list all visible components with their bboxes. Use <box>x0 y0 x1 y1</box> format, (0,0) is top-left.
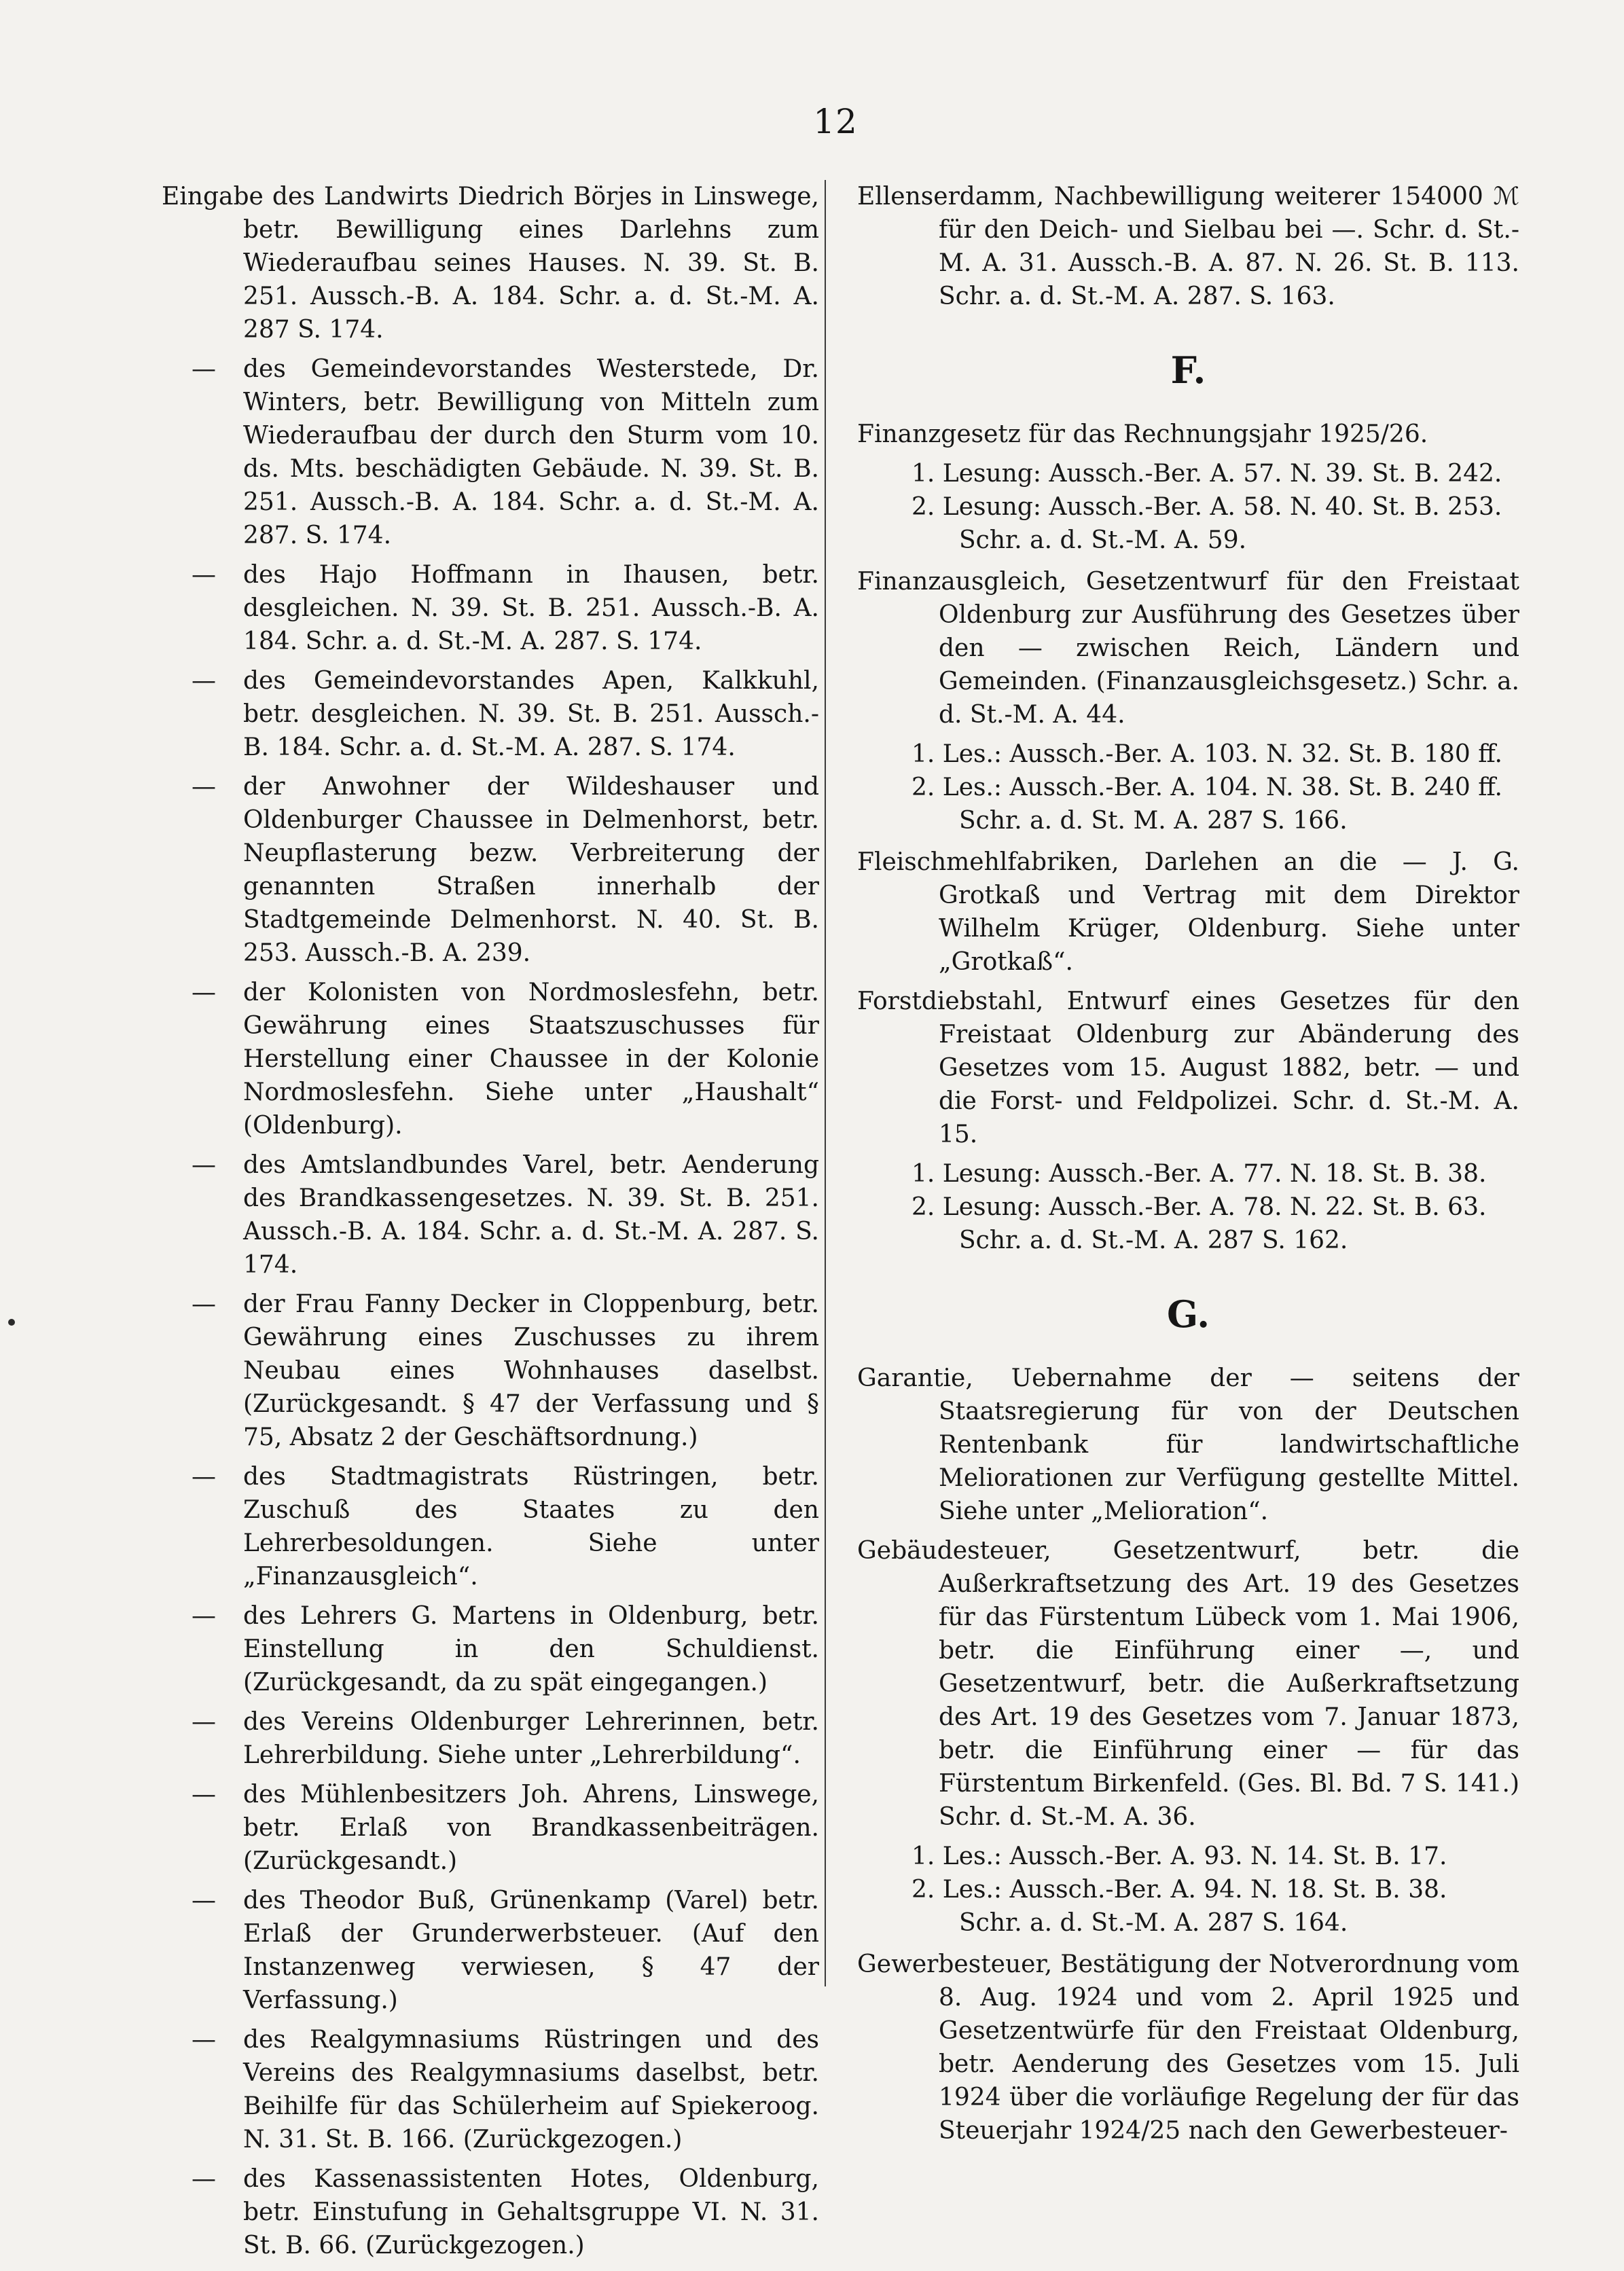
reading-line: 2. Les.: Aussch.-Ber. A. 94. N. 18. St. B. 38. <box>912 1876 1447 1904</box>
left-column <box>162 180 819 2268</box>
dash-mark: — <box>192 355 216 383</box>
entry-text: Gewerbesteuer, Bestätigung der Notverordnung vom 8. Aug. 1924 und vom 2. April 1925 und Gesetzentwürfe für den Freistaat Oldenburg, betr. Aenderung des Gesetzes vom 15. Juli 1924 über die vorläufige Regelung der für das Steuerjahr 1924/25 nach den Gewerbesteuer- <box>857 1950 1519 2145</box>
entry-text: des Vereins Oldenburger Lehrerinnen, betr. Lehrerbildung. Siehe unter „Lehrerbildung“. <box>243 1708 819 1769</box>
index-entry-forstdiebstahl <box>857 985 1519 1151</box>
sub-entry <box>162 1778 819 1878</box>
entry-text: des Kassenassistenten Hotes, Oldenburg, betr. Einstufung in Gehaltsgruppe VI. N. 31. St. B. 66. (Zurückgezogen.) <box>243 2165 819 2259</box>
entry-text: des Realgymnasiums Rüstringen und des Vereins des Realgymnasiums daselbst, betr. Beihilfe für das Schülerheim auf Spiekeroog. N. 31. St. B. 166. (Zurückgezogen.) <box>243 2026 819 2154</box>
dash-mark: — <box>192 1887 216 1914</box>
dash-mark: — <box>192 2026 216 2054</box>
index-entry-finanzausgleich <box>857 565 1519 731</box>
entry-text: der Anwohner der Wildeshauser und Oldenburger Chaussee in Delmenhorst, betr. Neupflasterung bezw. Verbreiterung der genannten Straßen innerhalb der Stadtgemeinde Delmenhorst. N. 40. St. B. 253. Aussch.-B. A. 239. <box>243 773 819 967</box>
dash-mark: — <box>192 1602 216 1630</box>
entry-text: der Kolonisten von Nordmoslesfehn, betr. Gewährung eines Staatszuschusses für Herstellung einer Chaussee in der Kolonie Nordmoslesfehn. Siehe unter „Haushalt“ (Oldenburg). <box>243 979 819 1140</box>
entry-text: Eingabe des Landwirts Diedrich Börjes in Linswege, betr. Bewilligung eines Darlehns zum Wiederaufbau seines Hauses. N. 39. St. B. 251. Aussch.-B. A. 184. Schr. a. d. St.-M. A. 287 S. 174. <box>162 183 819 344</box>
reading-line: 1. Lesung: Aussch.-Ber. A. 57. N. 39. St. B. 242. <box>912 460 1502 488</box>
entry-text: des Amtslandbundes Varel, betr. Aenderung des Brandkassengesetzes. N. 39. St. B. 251. Aussch.-B. A. 184. Schr. a. d. St.-M. A. 287. S. 174. <box>243 1151 819 1279</box>
reading-line: 1. Les.: Aussch.-Ber. A. 103. N. 32. St. B. 180 ff. <box>912 740 1502 768</box>
entry-text: des Theodor Buß, Grünenkamp (Varel) betr. Erlaß der Grunderwerbsteuer. (Auf den Instanzenweg verwiesen, § 47 der Verfassung.) <box>243 1887 819 2014</box>
section-heading-f: F. <box>1170 348 1206 392</box>
reading-note: Schr. a. d. St. M. A. 287 S. 166. <box>959 807 1348 835</box>
dash-mark: — <box>192 1290 216 1318</box>
readings-list <box>857 1157 1519 1257</box>
index-entry-eingabe <box>162 180 819 346</box>
sub-entry <box>162 664 819 764</box>
reading-note: Schr. a. d. St.-M. A. 287 S. 164. <box>959 1909 1348 1937</box>
dash-mark: — <box>192 1463 216 1491</box>
dash-mark: — <box>192 1151 216 1179</box>
entry-title: Finanzgesetz für das Rechnungsjahr 1925/26. <box>857 420 1428 448</box>
entry-text: des Lehrers G. Martens in Oldenburg, betr. Einstellung in den Schuldienst. (Zurückgesandt, da zu spät eingegangen.) <box>243 1602 819 1696</box>
margin-speck <box>8 1319 15 1326</box>
column-divider <box>825 180 826 1986</box>
entry-text: des Stadtmagistrats Rüstringen, betr. Zuschuß des Staates zu den Lehrerbesoldungen. Siehe unter „Finanzausgleich“. <box>243 1463 819 1591</box>
entry-text: des Hajo Hoffmann in Ihausen, betr. desgleichen. N. 39. St. B. 251. Aussch.-B. A. 184. Schr. a. d. St.-M. A. 287. S. 174. <box>243 561 819 655</box>
page-number: 12 <box>813 102 858 141</box>
reading-line: 1. Lesung: Aussch.-Ber. A. 77. N. 18. St. B. 38. <box>912 1160 1487 1188</box>
readings-list <box>857 738 1519 837</box>
sub-entry <box>162 770 819 970</box>
readings-list <box>857 1840 1519 1940</box>
dash-mark: — <box>192 1708 216 1736</box>
reading-line: 2. Lesung: Aussch.-Ber. A. 58. N. 40. St. B. 253. <box>912 493 1502 521</box>
reading-line: 2. Lesung: Aussch.-Ber. A. 78. N. 22. St. B. 63. <box>912 1193 1487 1221</box>
entry-title: Finanzausgleich, Gesetzentwurf für den Freistaat Oldenburg zur Ausführung des Gesetzes über den — zwischen Reich, Ländern und Gemeinden. (Finanzausgleichsgesetz.) Schr. a. d. St.-M. A. 44. <box>857 568 1519 729</box>
entry-text: der Frau Fanny Decker in Cloppenburg, betr. Gewährung eines Zuschusses zu ihrem Neubau eines Wohnhauses daselbst. (Zurückgesandt. § 47 der Verfassung und § 75, Absatz 2 der Geschäftsordnung.) <box>243 1290 819 1451</box>
reading-note: Schr. a. d. St.-M. A. 287 S. 162. <box>959 1227 1348 1254</box>
entry-text: des Mühlenbesitzers Joh. Ahrens, Linswege, betr. Erlaß von Brandkassenbeiträgen. (Zurückgesandt.) <box>243 1781 819 1875</box>
reading-line: 1. Les.: Aussch.-Ber. A. 93. N. 14. St. B. 17. <box>912 1842 1447 1870</box>
sub-entry <box>162 558 819 658</box>
dash-mark: — <box>192 979 216 1006</box>
index-entry-finanzgesetz <box>857 418 1519 451</box>
index-entry-gewerbesteuer <box>857 1948 1519 2147</box>
dash-mark: — <box>192 561 216 589</box>
dash-mark: — <box>192 1781 216 1809</box>
dash-mark: — <box>192 773 216 801</box>
sub-entry <box>162 1288 819 1454</box>
reading-line: 2. Les.: Aussch.-Ber. A. 104. N. 38. St. B. 240 ff. <box>912 774 1502 801</box>
index-entry-ellenserdamm <box>857 180 1519 313</box>
sub-entry <box>162 1599 819 1699</box>
entry-title: Gebäudesteuer, Gesetzentwurf, betr. die Außerkraftsetzung des Art. 19 des Gesetzes für das Fürstentum Lübeck vom 1. Mai 1906, betr. die Einführung einer —, und Gesetzentwurf, betr. die Außerkraftsetzung des Art. 19 des Gesetzes vom 7. Januar 1873, betr. die Einführung einer — für das Fürstentum Birkenfeld. (Ges. Bl. Bd. 7 S. 141.) Schr. d. St.-M. A. 36. <box>857 1537 1519 1831</box>
entry-text: des Gemeindevorstandes Westerstede, Dr. Winters, betr. Bewilligung von Mitteln zum Wiederaufbau der durch den Sturm vom 10. ds. Mts. beschädigten Gebäude. N. 39. St. B. 251. Aussch.-B. A. 184. Schr. a. d. St.-M. A. 287. S. 174. <box>243 355 819 549</box>
sub-entry <box>162 1705 819 1772</box>
sub-entry <box>162 352 819 552</box>
index-entry-fleischmehlfabriken <box>857 846 1519 979</box>
sub-entry <box>162 1460 819 1593</box>
entry-text: Fleischmehlfabriken, Darlehen an die — J. G. Grotkaß und Vertrag mit dem Direktor Wilhelm Krüger, Oldenburg. Siehe unter „Grotkaß“. <box>857 848 1519 976</box>
entry-title: Forstdiebstahl, Entwurf eines Gesetzes für den Freistaat Oldenburg zur Abänderung des Gesetzes vom 15. August 1882, betr. — und die Forst- und Feldpolizei. Schr. d. St.-M. A. 15. <box>857 987 1519 1148</box>
readings-list <box>857 457 1519 557</box>
sub-entry <box>162 1884 819 2017</box>
dash-mark: — <box>192 2165 216 2193</box>
sub-entry <box>162 2023 819 2156</box>
dash-mark: — <box>192 667 216 695</box>
sub-entry <box>162 976 819 1142</box>
index-entry-garantie <box>857 1362 1519 1528</box>
sub-entry <box>162 1148 819 1282</box>
reading-note: Schr. a. d. St.-M. A. 59. <box>959 526 1247 554</box>
section-heading-g: G. <box>1167 1292 1210 1336</box>
entry-text: Garantie, Uebernahme der — seitens der Staatsregierung für von der Deutschen Rentenbank für landwirtschaftliche Meliorationen zur Verfügung gestellte Mittel. Siehe unter „Melioration“. <box>857 1364 1519 1525</box>
entry-text: Ellenserdamm, Nachbewilligung weiterer 154000 ℳ für den Deich- und Sielbau bei —. Schr. d. St.-M. A. 31. Aussch.-B. A. 87. N. 26. St. B. 113. Schr. a. d. St.-M. A. 287. S. 163. <box>857 183 1519 310</box>
sub-entry <box>162 2162 819 2262</box>
entry-text: des Gemeindevorstandes Apen, Kalkkuhl, betr. desgleichen. N. 39. St. B. 251. Aussch.-B. 184. Schr. a. d. St.-M. A. 287. S. 174. <box>243 667 819 761</box>
right-column <box>857 180 1519 2154</box>
index-entry-gebaeudesteuer <box>857 1534 1519 1834</box>
